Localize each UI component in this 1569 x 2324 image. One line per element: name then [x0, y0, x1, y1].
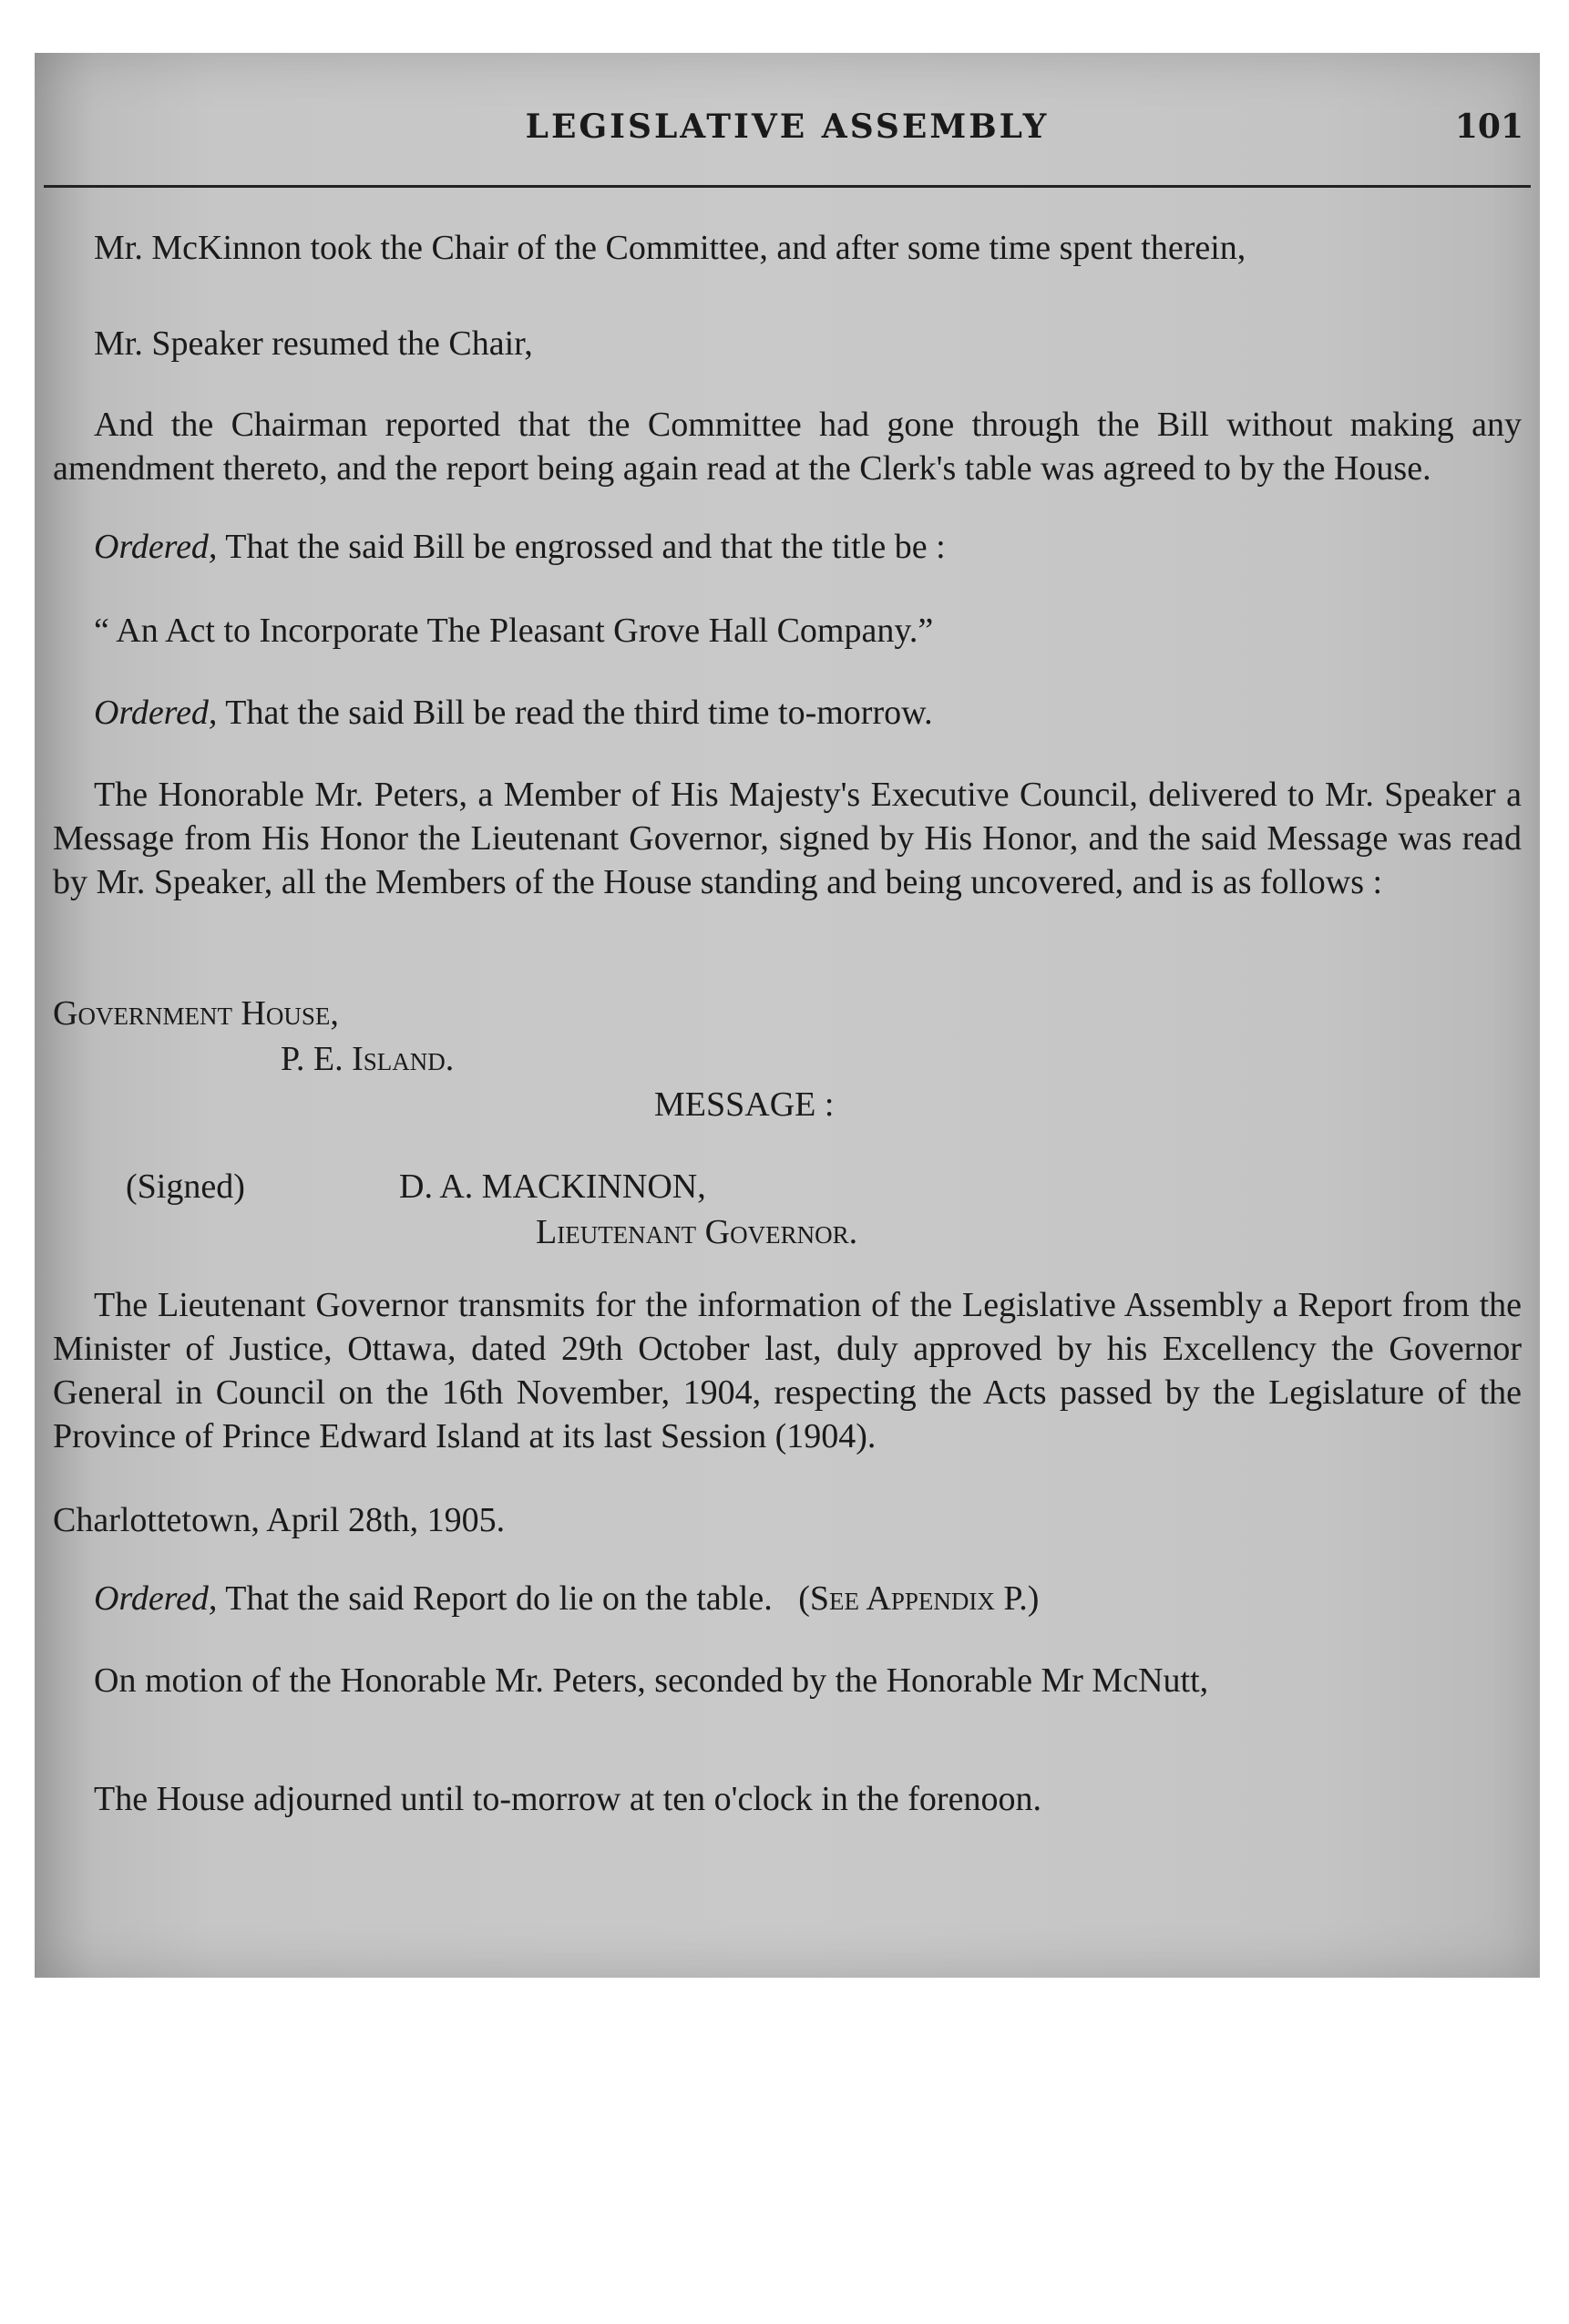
page-number: 101 — [1454, 108, 1523, 146]
signatory-name: D. A. MACKINNON, — [399, 1167, 706, 1206]
signatory-title: Lieutenant Governor. — [536, 1213, 858, 1251]
paragraph-act-title: “ An Act to Incorporate The Pleasant Grove Hall Company.” — [94, 612, 934, 650]
paragraph-ordered-engrossed — [53, 525, 1522, 569]
running-title: LEGISLATIVE ASSEMBLY — [525, 108, 1050, 146]
ordered-text: That the said Report do lie on the table. — [217, 1579, 773, 1618]
signed-label: (Signed) — [126, 1167, 245, 1206]
paragraph-message-delivered: The Honorable Mr. Peters, a Member of His Majesty's Executive Council, delivered to Mr. Speaker a Message from His Honor the Lieutenant Governor, signed by His Honor, and the said Message was read by Mr. Speaker, all the Members of the House standing and being uncovered, and is as follows : — [53, 776, 1522, 901]
appendix-reference: (See Appendix P.) — [798, 1579, 1040, 1618]
message-place-date: Charlottetown, April 28th, 1905. — [53, 1501, 506, 1539]
message-title: MESSAGE : — [654, 1085, 835, 1124]
header-rule — [44, 185, 1531, 188]
ordered-text: That the said Bill be engrossed and that the title be : — [217, 528, 946, 566]
paragraph-motion: On motion of the Honorable Mr. Peters, seconded by the Honorable Mr McNutt, — [94, 1661, 1209, 1700]
paragraph-ordered-third-reading — [53, 691, 1522, 735]
paragraph-adjourned: The House adjourned until to-morrow at ten o'clock in the forenoon. — [94, 1780, 1041, 1818]
ordered-lead: Ordered, — [94, 528, 218, 566]
paragraph-committee-chair: Mr. McKinnon took the Chair of the Committee, and after some time spent therein, — [94, 229, 1246, 267]
document-page — [35, 53, 1540, 1978]
paragraph-speaker-resumed: Mr. Speaker resumed the Chair, — [94, 324, 533, 363]
message-address-line1: Government House, — [53, 994, 339, 1033]
ordered-text: That the said Bill be read the third time to-morrow. — [217, 694, 933, 732]
page-header — [35, 108, 1540, 171]
ordered-lead: Ordered, — [94, 1579, 218, 1618]
ordered-lead: Ordered, — [94, 694, 218, 732]
paragraph-chairman-report: And the Chairman reported that the Committee had gone through the Bill without making any amendment thereto, and the report being again read at the Clerk's table was agreed to by the House. — [53, 406, 1522, 488]
paragraph-ordered-report — [53, 1577, 1522, 1620]
message-body: The Lieutenant Governor transmits for the information of the Legislative Assembly a Report from the Minister of Justice, Ottawa, dated 29th October last, duly approved by his Excellency the Governor General in Council on the 16th November, 1904, respecting the Acts passed by the Legislature of the Province of Prince Edward Island at its last Session (1904). — [53, 1286, 1522, 1455]
message-address-line2: P. E. Island. — [281, 1040, 455, 1078]
